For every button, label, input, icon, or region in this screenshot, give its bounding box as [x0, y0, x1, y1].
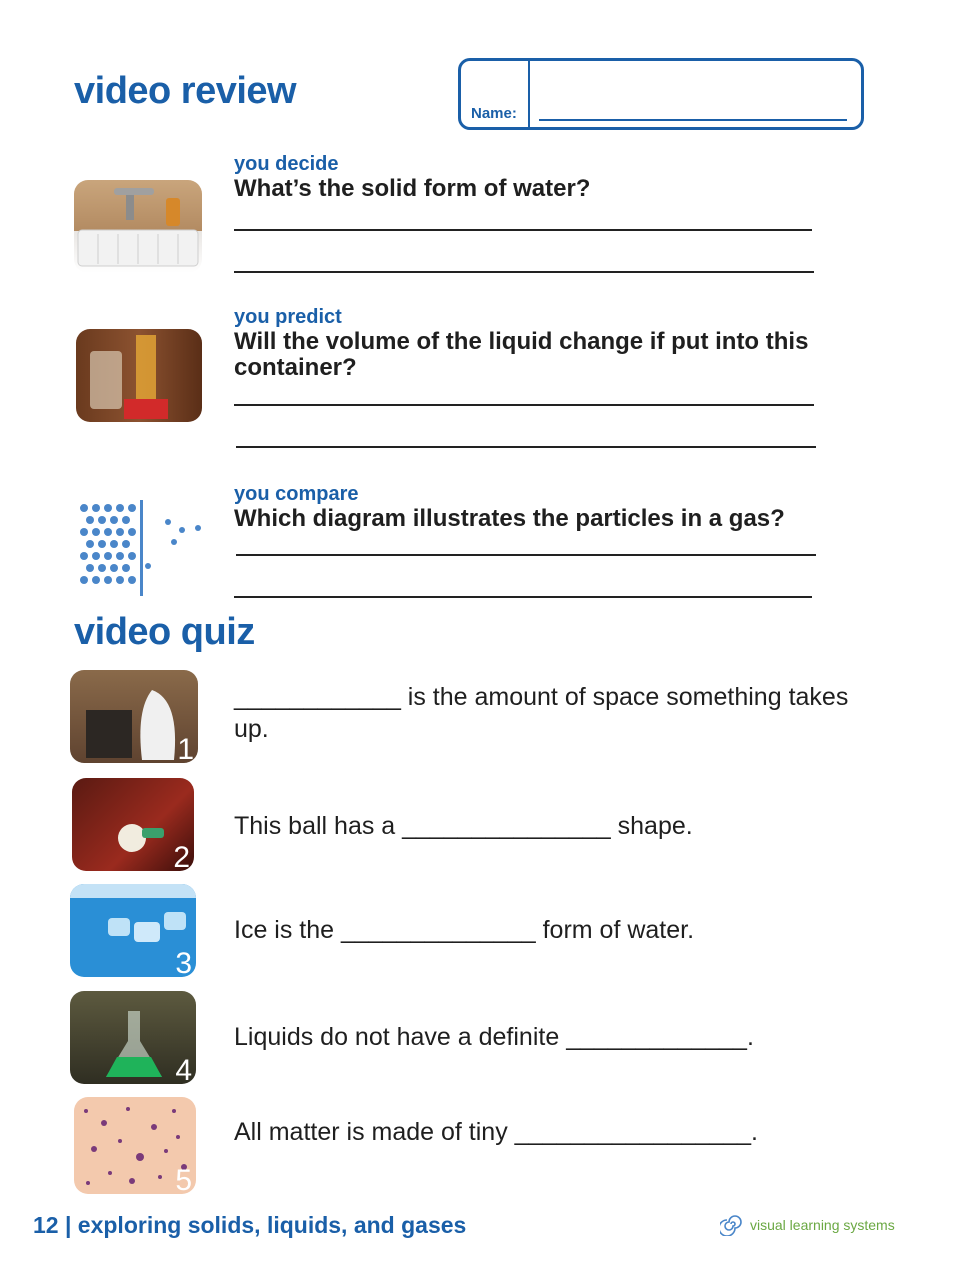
ice-tray-image	[74, 180, 202, 273]
spiral-logo-icon	[720, 1212, 742, 1236]
quiz-number-2: 2	[173, 841, 190, 871]
quiz-number-4: 4	[175, 1054, 192, 1084]
quiz-text-5: All matter is made of tiny _________________.	[234, 1118, 758, 1146]
quiz-thumbnail-1	[70, 670, 198, 763]
particle-diagram-thumbnail	[78, 500, 202, 596]
review-kicker-2: you predict	[234, 306, 342, 328]
particle-diagram-image	[78, 500, 202, 596]
footer-page-label: 12 | exploring solids, liquids, and gases	[33, 1212, 467, 1238]
beakers-image	[76, 329, 202, 422]
review-kicker-3: you compare	[234, 483, 359, 505]
answer-line-3b[interactable]	[234, 596, 812, 598]
quiz-text-1: ____________ is the amount of space something takes up.	[234, 683, 849, 743]
answer-line-1b[interactable]	[234, 271, 814, 273]
quiz-number-3: 3	[175, 947, 192, 977]
answer-line-2b[interactable]	[236, 446, 816, 448]
answer-line-2a[interactable]	[234, 404, 814, 406]
quiz-thumbnail-5	[74, 1097, 196, 1194]
quiz-thumbnail-4	[70, 991, 196, 1084]
quiz-number-1: 1	[177, 733, 194, 763]
review-question-1: What’s the solid form of water?	[234, 175, 591, 202]
name-label: Name:	[471, 105, 517, 122]
beakers-thumbnail	[76, 329, 202, 422]
page-title: video review	[74, 70, 297, 112]
review-question-3: Which diagram illustrates the particles in a gas?	[234, 505, 785, 532]
review-kicker-1: you decide	[234, 153, 339, 175]
quiz-text-2: This ball has a _______________ shape.	[234, 812, 693, 840]
quiz-thumbnail-2	[72, 778, 194, 871]
answer-line-3a[interactable]	[236, 554, 816, 556]
review-question-2: Will the volume of the liquid change if put into this container?	[234, 328, 809, 381]
footer-brand: visual learning systems	[750, 1217, 895, 1233]
name-box-divider	[528, 61, 530, 127]
quiz-text-3: Ice is the ______________ form of water.	[234, 916, 695, 944]
ice-tray-thumbnail	[74, 180, 202, 273]
quiz-number-5: 5	[175, 1164, 192, 1194]
quiz-title: video quiz	[74, 611, 255, 653]
quiz-thumbnail-3	[70, 884, 196, 977]
name-box	[458, 58, 864, 130]
quiz-text-4: Liquids do not have a definite _____________.	[234, 1023, 754, 1051]
answer-line-1a[interactable]	[234, 229, 812, 231]
name-field[interactable]	[539, 119, 847, 121]
